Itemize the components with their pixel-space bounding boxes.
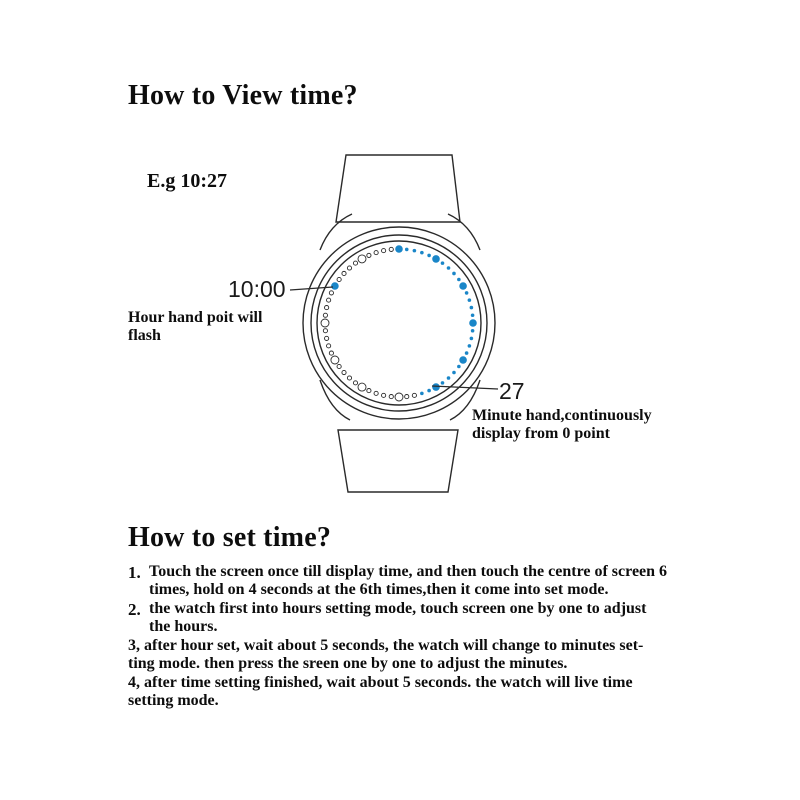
minute-led-dot [470, 337, 474, 341]
step-number: 3, [128, 637, 140, 654]
unlit-led-dot [412, 393, 416, 397]
unlit-led-dot [367, 389, 371, 393]
minute-led-dot [432, 255, 440, 263]
unlit-led-dot [374, 251, 378, 255]
step-text-line: ting mode. then press the sreen one by one to adjust the minutes. [128, 655, 568, 672]
unlit-led-dot [325, 336, 329, 340]
hour-note-line: Hour hand poit will [128, 309, 263, 326]
minute-led-dot [441, 261, 445, 265]
unlit-led-dot [327, 298, 331, 302]
minute-led-dot [413, 249, 417, 253]
unlit-led-dot [358, 383, 366, 391]
minute-led-dot [447, 376, 451, 380]
step-number: 1. [128, 563, 141, 582]
minute-led-dot [471, 313, 475, 317]
unlit-led-dot [353, 381, 357, 385]
minute-readout: 27 [499, 378, 525, 404]
step-item [128, 637, 778, 673]
step-number: 2. [128, 600, 141, 619]
unlit-led-dot [342, 271, 346, 275]
watch-case-outer [303, 227, 495, 419]
minute-led-dot [447, 266, 451, 270]
unlit-led-dot [347, 266, 351, 270]
minute-led-dot [427, 389, 431, 393]
unlit-led-dot [405, 394, 409, 398]
step-text-line: the hours. [149, 618, 218, 635]
minute-note-line: display from 0 point [472, 425, 610, 442]
unlit-led-dot [331, 356, 339, 364]
minute-note-line: Minute hand,continuously [472, 407, 652, 424]
unlit-led-dot [325, 306, 329, 310]
minute-led-dot [471, 329, 475, 333]
watch-dial [321, 245, 477, 401]
minute-led-dot [395, 245, 403, 253]
minute-led-dot [465, 351, 469, 355]
minute-led-dot [420, 251, 424, 255]
watch-lug-top-right [448, 214, 480, 250]
minute-led-dot [405, 248, 409, 252]
watch-bezel [317, 241, 481, 405]
watch-case-inner [311, 235, 487, 411]
minute-led-dot [468, 298, 472, 302]
hour-led-dot [331, 282, 339, 290]
unlit-led-dot [321, 319, 329, 327]
unlit-led-dot [382, 249, 386, 253]
unlit-led-dot [367, 253, 371, 257]
minute-led-dot [459, 282, 467, 290]
watch-strap-bottom [338, 430, 458, 492]
unlit-led-dot [358, 255, 366, 263]
unlit-led-dot [323, 329, 327, 333]
minute-led-dot [470, 306, 474, 310]
unlit-led-dot [323, 313, 327, 317]
minute-led-dot [469, 319, 477, 327]
unlit-led-dot [374, 391, 378, 395]
step-text-line: after time setting finished, wait about 5 seconds. the watch will live time [140, 674, 633, 691]
unlit-led-dot [337, 364, 341, 368]
unlit-led-dot [347, 376, 351, 380]
step-text-line: times, hold on 4 seconds at the 6th times,then it come into set mode. [149, 581, 609, 598]
unlit-led-dot [337, 277, 341, 281]
minute-led-dot [457, 365, 461, 369]
minute-leader-line [432, 386, 498, 389]
unlit-led-dot [327, 344, 331, 348]
minute-led-dot [457, 278, 461, 282]
hour-note-line: flash [128, 327, 161, 344]
unlit-led-dot [329, 351, 333, 355]
minute-led-dot [452, 272, 456, 276]
minute-led-dot [420, 392, 424, 396]
step-item [128, 563, 778, 599]
watch-strap-top [336, 155, 460, 222]
step-text-line: the watch first into hours setting mode, touch screen one by one to adjust [149, 600, 647, 617]
minute-hand-note [472, 407, 652, 443]
minute-led-dot [452, 371, 456, 375]
example-time-label: E.g 10:27 [147, 170, 227, 192]
step-text-line: setting mode. [128, 692, 219, 709]
hour-readout: 10:00 [228, 276, 286, 302]
minute-led-dot [459, 356, 467, 364]
unlit-led-dot [342, 370, 346, 374]
unlit-led-dot [329, 291, 333, 295]
step-item [128, 674, 778, 710]
minute-led-dot [468, 344, 472, 348]
step-number: 4, [128, 674, 140, 691]
step-text-line: after hour set, wait about 5 seconds, the watch will change to minutes set- [140, 637, 644, 654]
hour-leader-line [290, 287, 333, 290]
minute-led-dot [465, 291, 469, 295]
minute-led-dot [427, 254, 431, 258]
set-time-steps [128, 563, 778, 711]
unlit-led-dot [389, 247, 393, 251]
minute-led-dot [441, 381, 445, 385]
step-item [128, 600, 778, 636]
set-time-title: How to set time? [128, 522, 332, 553]
hour-hand-note [128, 309, 262, 345]
unlit-led-dot [353, 261, 357, 265]
unlit-led-dot [389, 394, 393, 398]
view-time-title: How to View time? [128, 80, 358, 111]
unlit-led-dot [395, 393, 403, 401]
minute-led-dot [432, 383, 440, 391]
step-text-line: Touch the screen once till display time, and then touch the centre of screen 6 [149, 563, 668, 580]
unlit-led-dot [382, 393, 386, 397]
